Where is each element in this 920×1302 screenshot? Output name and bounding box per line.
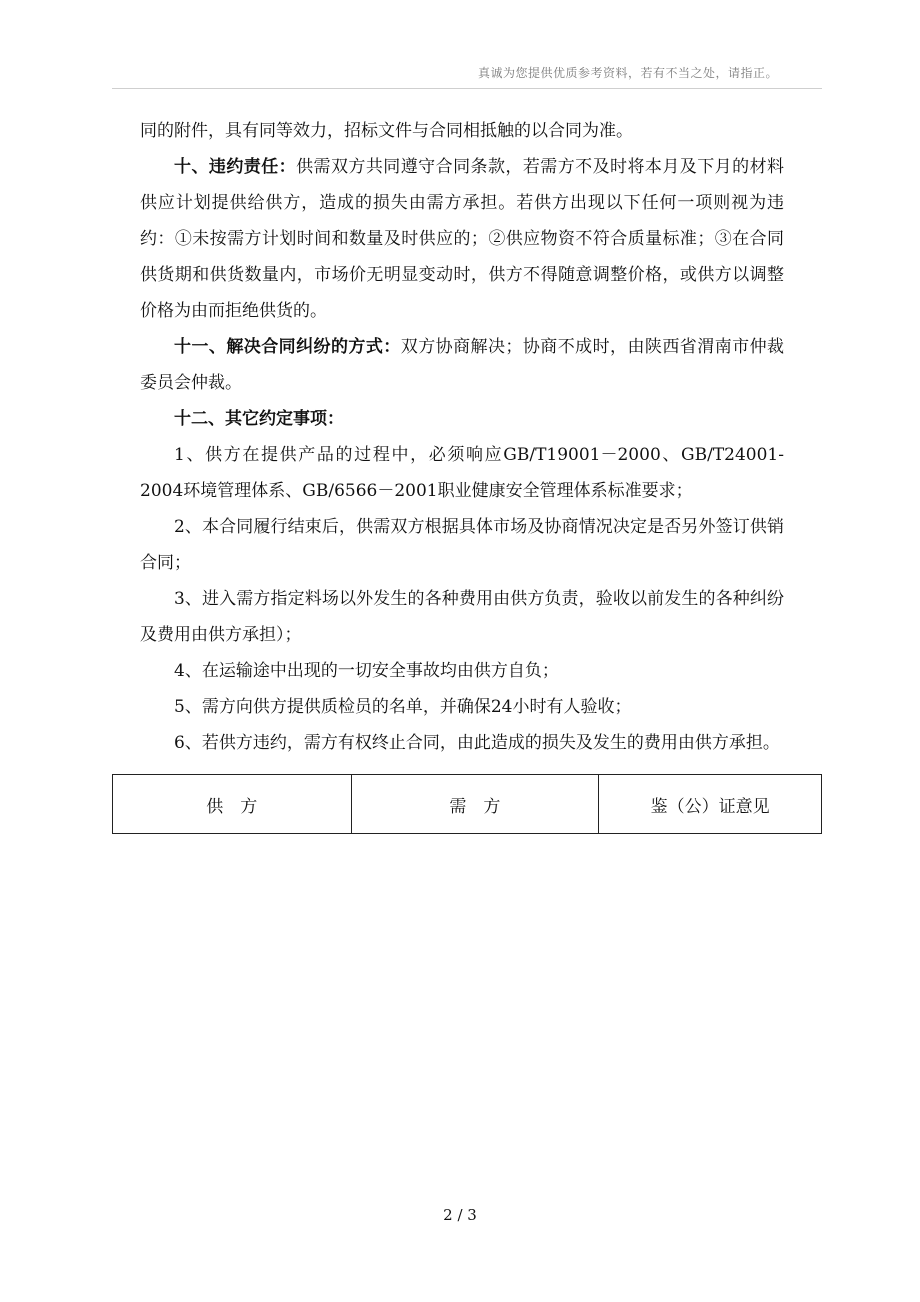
- page-number: 2 / 3: [443, 1206, 477, 1224]
- list-item-standards: [140, 437, 784, 509]
- paragraph-text: 同的附件，具有同等效力，招标文件与合同相抵触的以合同为准。: [140, 121, 633, 141]
- list-item-text: 3、进入需方指定料场以外发生的各种费用由供方负责，验收以前发生的各种纠纷及费用由供方承担）；: [140, 589, 784, 645]
- section-heading-dispute: 十一、解决合同纠纷的方式：: [174, 337, 401, 357]
- list-item-termination: [140, 725, 784, 761]
- section-heading-breach: 十、违约责任：: [174, 157, 297, 177]
- paragraph-annex-effect: [140, 113, 784, 149]
- list-item-text: 4、在运输途中出现的一切安全事故均由供方自负；: [174, 661, 559, 681]
- list-item-text: 1、供方在提供产品的过程中，必须响应GB/T19001－2000、GB/T24001-2004环境管理体系、GB/6566－2001职业健康安全管理体系标准要求；: [140, 445, 784, 501]
- supplier-cell: 供 方: [113, 775, 352, 834]
- list-item-fees: [140, 581, 784, 653]
- contract-body: [140, 113, 784, 761]
- list-item-text: 6、若供方违约，需方有权终止合同，由此造成的损失及发生的费用由供方承担。: [174, 733, 780, 753]
- signature-table-row: [113, 775, 822, 834]
- list-item-transport-safety: [140, 653, 784, 689]
- list-item-renewal: [140, 509, 784, 581]
- signature-table: [112, 774, 822, 834]
- section-heading-other-terms: 十二、其它约定事项：: [174, 409, 344, 429]
- buyer-cell: 需 方: [351, 775, 599, 834]
- paragraph-text: 供需双方共同遵守合同条款，若需方不及时将本月及下月的材料供应计划提供给供方，造成的损失由需方承担。若供方出现以下任何一项则视为违约：①未按需方计划时间和数量及时供应的；②供应物资不符合质量标准；③在合同供货期和供货数量内，市场价无明显变动时，供方不得随意调整价格，或供方以调整价格为由而拒绝供货的。: [140, 157, 785, 321]
- page-header-note: 真诚为您提供优质参考资料，若有不当之处，请指正。: [477, 66, 778, 80]
- list-item-inspectors: [140, 689, 784, 725]
- list-item-text: 2、本合同履行结束后，供需双方根据具体市场及协商情况决定是否另外签订供销合同；: [140, 517, 784, 573]
- paragraph-other-terms: [140, 401, 784, 437]
- list-item-text: 5、需方向供方提供质检员的名单，并确保24小时有人验收；: [174, 697, 632, 717]
- paragraph-dispute-resolution: [140, 329, 784, 401]
- paragraph-breach-liability: [140, 149, 784, 329]
- paragraph-text: 双方协商解决；协商不成时，由陕西省渭南市仲裁委员会仲裁。: [140, 337, 785, 393]
- notary-opinion-cell: 鉴（公）证意见: [599, 775, 822, 834]
- header-divider: [112, 88, 822, 89]
